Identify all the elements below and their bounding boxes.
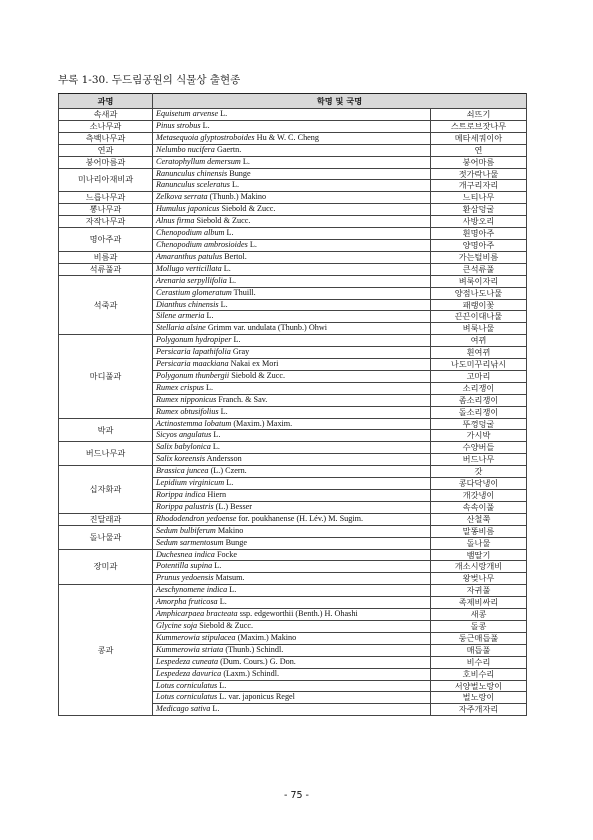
- scientific-genus-species: Ranunculus sceleratus: [156, 180, 230, 190]
- korean-name: 족제비싸리: [431, 597, 527, 609]
- family-name: 미나리아재비과: [59, 168, 153, 192]
- table-row: [59, 585, 527, 597]
- scientific-name: [153, 442, 431, 454]
- korean-name: 콩다닥냉이: [431, 478, 527, 490]
- korean-name: 좀소리쟁이: [431, 394, 527, 406]
- scientific-genus-species: Amorpha fruticosa: [156, 597, 218, 607]
- scientific-name: [153, 251, 431, 263]
- scientific-name: [153, 216, 431, 228]
- korean-name: 양점나도나물: [431, 287, 527, 299]
- korean-name: 느티나무: [431, 192, 527, 204]
- family-name: 느릅나무과: [59, 192, 153, 204]
- korean-name: 흰명아주: [431, 228, 527, 240]
- table-row: [59, 513, 527, 525]
- scientific-name: [153, 513, 431, 525]
- table-row: [59, 418, 527, 430]
- scientific-genus-species: Polygonum hydropiper: [156, 335, 232, 345]
- korean-name: 벼룩이자리: [431, 275, 527, 287]
- korean-name: 수양버들: [431, 442, 527, 454]
- scientific-name: [153, 394, 431, 406]
- family-name: 마디풀과: [59, 335, 153, 418]
- scientific-genus-species: Glycine soja: [156, 620, 198, 630]
- scientific-name: [153, 204, 431, 216]
- family-name: 박과: [59, 418, 153, 442]
- scientific-name: [153, 585, 431, 597]
- scientific-author: Hiern: [207, 490, 227, 499]
- scientific-genus-species: Lepidium virginicum: [156, 478, 225, 488]
- scientific-name: [153, 597, 431, 609]
- scientific-genus-species: Alnus firma: [156, 216, 195, 226]
- korean-name: 매듭풀: [431, 644, 527, 656]
- scientific-genus-species: Chenopodium ambrosioides: [156, 239, 248, 249]
- scientific-genus-species: Metasequoia glyptostroboides: [156, 132, 255, 142]
- scientific-author: L.: [219, 597, 227, 607]
- scientific-author: L.: [202, 120, 210, 130]
- scientific-name: [153, 323, 431, 335]
- scientific-author: Makino: [217, 525, 244, 535]
- scientific-name: [153, 418, 431, 430]
- scientific-author: for. poukhanense (H. Lév.) M. Sugim.: [238, 513, 364, 523]
- scientific-name: [153, 454, 431, 466]
- korean-name: 속속이풀: [431, 501, 527, 513]
- scientific-author: L.: [206, 382, 214, 392]
- korean-name: 가는털비름: [431, 251, 527, 263]
- table-row: [59, 168, 527, 180]
- korean-name: 새콩: [431, 609, 527, 621]
- scientific-name: [153, 132, 431, 144]
- scientific-author: L.: [220, 406, 228, 416]
- table-row: [59, 144, 527, 156]
- korean-name: 벼룩나물: [431, 323, 527, 335]
- scientific-name: [153, 287, 431, 299]
- scientific-name: [153, 275, 431, 287]
- scientific-author: L.: [212, 704, 220, 714]
- korean-name: 자주개자리: [431, 704, 527, 716]
- scientific-genus-species: Persicaria maackiana: [156, 359, 229, 369]
- header-name: 학명 및 국명: [153, 94, 527, 109]
- header-family: 과명: [59, 94, 153, 109]
- scientific-name: [153, 501, 431, 513]
- table-row: [59, 132, 527, 144]
- scientific-name: [153, 311, 431, 323]
- scientific-author: Gray: [232, 347, 250, 357]
- table-row: [59, 251, 527, 263]
- korean-name: 고마리: [431, 370, 527, 382]
- korean-name: 자귀풀: [431, 585, 527, 597]
- scientific-author: L.: [233, 335, 241, 345]
- korean-name: 쇠뜨기: [431, 109, 527, 121]
- scientific-genus-species: Aeschynomene indica: [156, 585, 228, 595]
- page-number: - 75 -: [284, 790, 309, 801]
- family-name: 콩과: [59, 585, 153, 716]
- scientific-author: Siebold & Zucc.: [196, 216, 251, 226]
- korean-name: 돌나물: [431, 537, 527, 549]
- korean-name: 서양벌노랑이: [431, 680, 527, 692]
- scientific-genus-species: Lotus corniculatus: [156, 692, 218, 702]
- scientific-author: L.: [212, 442, 220, 452]
- scientific-genus-species: Arenaria serpyllifolia: [156, 275, 227, 285]
- scientific-genus-species: Amphicarpaea bracteata: [156, 609, 238, 619]
- scientific-author: L.: [220, 299, 228, 309]
- korean-name: 끈끈이대나물: [431, 311, 527, 323]
- family-name: 버드나무과: [59, 442, 153, 466]
- scientific-author: (Thunb.) Makino: [209, 192, 267, 202]
- scientific-genus-species: Amaranthus patulus: [156, 251, 223, 261]
- scientific-name: [153, 168, 431, 180]
- family-name: 십자화과: [59, 466, 153, 514]
- scientific-author: L.: [213, 430, 221, 440]
- scientific-genus-species: Lespedeza davurica: [156, 668, 222, 678]
- table-row: [59, 120, 527, 132]
- scientific-author: L.: [242, 156, 250, 166]
- scientific-genus-species: Kummerowia striata: [156, 644, 224, 654]
- scientific-name: [153, 692, 431, 704]
- scientific-genus-species: Polygonum thunbergii: [156, 370, 230, 380]
- family-name: 붕어마름과: [59, 156, 153, 168]
- scientific-name: [153, 668, 431, 680]
- scientific-name: [153, 299, 431, 311]
- table-caption: 부록 1-30. 두드림공원의 식물상 출현종: [58, 74, 241, 86]
- family-name: 측백나무과: [59, 132, 153, 144]
- korean-name: 큰석류풀: [431, 263, 527, 275]
- scientific-author: Thuill.: [233, 287, 256, 297]
- family-name: 진달래과: [59, 513, 153, 525]
- scientific-name: [153, 370, 431, 382]
- korean-name: 돌콩: [431, 620, 527, 632]
- scientific-genus-species: Rumex nipponicus: [156, 394, 217, 404]
- korean-name: 개갓냉이: [431, 490, 527, 502]
- scientific-genus-species: Pinus strobus: [156, 120, 201, 130]
- table-row: [59, 525, 527, 537]
- scientific-author: Bunge: [225, 537, 247, 547]
- scientific-genus-species: Mollugo verticillata: [156, 263, 222, 273]
- scientific-author: Bertol.: [224, 251, 247, 261]
- table-header-row: [59, 94, 527, 109]
- scientific-name: [153, 120, 431, 132]
- table-row: [59, 156, 527, 168]
- family-name: 연과: [59, 144, 153, 156]
- family-name: 속새과: [59, 109, 153, 121]
- scientific-author: L.: [231, 180, 240, 190]
- korean-name: 젓가락나물: [431, 168, 527, 180]
- scientific-name: [153, 466, 431, 478]
- scientific-author: (Maxim.) Makino: [237, 632, 297, 642]
- scientific-genus-species: Dianthus chinensis: [156, 299, 219, 309]
- korean-name: 비수리: [431, 656, 527, 668]
- scientific-genus-species: Persicaria lapathifolia: [156, 347, 231, 357]
- korean-name: 양명아주: [431, 239, 527, 251]
- scientific-author: L. var. japonicus Regel: [219, 692, 295, 702]
- scientific-genus-species: Rumex crispus: [156, 382, 204, 392]
- scientific-genus-species: Actinostemma lobatum: [156, 418, 232, 428]
- scientific-author: (Laxm.) Schindl.: [223, 668, 280, 678]
- scientific-name: [153, 537, 431, 549]
- scientific-name: [153, 156, 431, 168]
- korean-name: 연: [431, 144, 527, 156]
- table-row: [59, 228, 527, 240]
- scientific-author: Andersson: [206, 454, 242, 464]
- scientific-name: [153, 632, 431, 644]
- family-name: 석죽과: [59, 275, 153, 335]
- scientific-name: [153, 656, 431, 668]
- scientific-genus-species: Brassica juncea: [156, 466, 209, 476]
- scientific-author: L.: [219, 680, 227, 690]
- korean-name: 패랭이꽃: [431, 299, 527, 311]
- scientific-name: [153, 335, 431, 347]
- korean-name: 개소시랑개비: [431, 561, 527, 573]
- family-name: 돌나물과: [59, 525, 153, 549]
- scientific-author: Siebold & Zucc.: [231, 370, 286, 380]
- family-name: 석류풀과: [59, 263, 153, 275]
- scientific-name: [153, 609, 431, 621]
- scientific-author: Grimm var. undulata (Thunb.) Ohwi: [207, 323, 328, 333]
- scientific-author: ssp. edgeworthii (Benth.) H. Ohashi: [239, 609, 358, 619]
- scientific-author: Focke: [216, 549, 237, 559]
- scientific-name: [153, 680, 431, 692]
- korean-name: 뚜껑덩굴: [431, 418, 527, 430]
- scientific-genus-species: Rorippa indica: [156, 490, 206, 499]
- scientific-genus-species: Salix koreensis: [156, 454, 206, 464]
- korean-name: 사방오리: [431, 216, 527, 228]
- scientific-genus-species: Lespedeza cuneata: [156, 656, 219, 666]
- scientific-genus-species: Silene armeria: [156, 311, 205, 321]
- scientific-author: (Maxim.) Maxim.: [233, 418, 293, 428]
- scientific-genus-species: Chenopodium album: [156, 228, 225, 238]
- scientific-name: [153, 644, 431, 656]
- scientific-name: [153, 620, 431, 632]
- scientific-genus-species: Kummerowia stipulacea: [156, 632, 236, 642]
- scientific-name: [153, 180, 431, 192]
- korean-name: 벌노랑이: [431, 692, 527, 704]
- scientific-author: (Dum. Cours.) G. Don.: [220, 656, 296, 666]
- table-row: [59, 263, 527, 275]
- scientific-name: [153, 573, 431, 585]
- scientific-author: (Thunb.) Schindl.: [225, 644, 284, 654]
- scientific-genus-species: Zelkova serrata: [156, 192, 208, 202]
- scientific-genus-species: Ranunculus chinensis: [156, 168, 228, 178]
- korean-name: 버드나무: [431, 454, 527, 466]
- korean-name: 개구리자리: [431, 180, 527, 192]
- korean-name: 말똥비름: [431, 525, 527, 537]
- species-table: [58, 93, 527, 716]
- scientific-genus-species: Stellaria alsine: [156, 323, 206, 333]
- scientific-name: [153, 109, 431, 121]
- scientific-author: Matsum.: [215, 573, 245, 583]
- scientific-author: Hu & W. C. Cheng: [256, 132, 319, 142]
- korean-name: 가시박: [431, 430, 527, 442]
- family-name: 자작나무과: [59, 216, 153, 228]
- scientific-genus-species: Nelumbo nucifera: [156, 144, 215, 154]
- scientific-name: [153, 359, 431, 371]
- scientific-genus-species: Ceratophyllum demersum: [156, 156, 241, 166]
- scientific-author: L.: [223, 263, 231, 273]
- scientific-name: [153, 490, 431, 502]
- scientific-genus-species: Salix babylonica: [156, 442, 211, 452]
- table-row: [59, 204, 527, 216]
- scientific-name: [153, 430, 431, 442]
- scientific-name: [153, 525, 431, 537]
- scientific-name: [153, 192, 431, 204]
- table-row: [59, 466, 527, 478]
- table-row: [59, 192, 527, 204]
- table-row: [59, 549, 527, 561]
- scientific-name: [153, 406, 431, 418]
- korean-name: 메타세쿼이아: [431, 132, 527, 144]
- scientific-genus-species: Cerastium glomeratum: [156, 287, 232, 297]
- korean-name: 환삼덩굴: [431, 204, 527, 216]
- scientific-genus-species: Lotus corniculatus: [156, 680, 218, 690]
- scientific-genus-species: Medicago sativa: [156, 704, 211, 714]
- korean-name: 호비수리: [431, 668, 527, 680]
- scientific-name: [153, 478, 431, 490]
- korean-name: 흰여뀌: [431, 347, 527, 359]
- scientific-author: L.: [206, 311, 214, 321]
- scientific-author: L.: [214, 561, 222, 571]
- family-name: 소나무과: [59, 120, 153, 132]
- korean-name: 왕벚나무: [431, 573, 527, 585]
- scientific-name: [153, 704, 431, 716]
- scientific-author: L.: [249, 239, 257, 249]
- scientific-name: [153, 561, 431, 573]
- scientific-name: [153, 347, 431, 359]
- scientific-genus-species: Rhododendron yedoense: [156, 513, 237, 523]
- korean-name: 소리쟁이: [431, 382, 527, 394]
- korean-name: 붕어마름: [431, 156, 527, 168]
- scientific-genus-species: Potentilla supina: [156, 561, 213, 571]
- table-row: [59, 275, 527, 287]
- scientific-author: Siebold & Zucc.: [199, 620, 254, 630]
- scientific-genus-species: Sedum sarmentosum: [156, 537, 224, 547]
- scientific-author: Siebold & Zucc.: [221, 204, 276, 214]
- korean-name: 스트로브잣나무: [431, 120, 527, 132]
- scientific-author: L.: [220, 109, 228, 118]
- family-name: 비름과: [59, 251, 153, 263]
- scientific-author: (L.) Czern.: [210, 466, 247, 476]
- scientific-author: Bunge: [229, 168, 251, 178]
- scientific-name: [153, 382, 431, 394]
- scientific-author: Nakai ex Mori: [230, 359, 279, 369]
- family-name: 뽕나무과: [59, 204, 153, 216]
- scientific-genus-species: Duchesnea indica: [156, 549, 215, 559]
- scientific-name: [153, 549, 431, 561]
- scientific-name: [153, 144, 431, 156]
- scientific-name: [153, 228, 431, 240]
- scientific-name: [153, 239, 431, 251]
- korean-name: 산철쭉: [431, 513, 527, 525]
- korean-name: 돌소리쟁이: [431, 406, 527, 418]
- scientific-genus-species: Rorippa palustris: [156, 501, 214, 511]
- scientific-genus-species: Sicyos angulatus: [156, 430, 212, 440]
- scientific-author: L.: [226, 228, 234, 238]
- scientific-genus-species: Sedum bulbiferum: [156, 525, 216, 535]
- scientific-genus-species: Equisetum arvense: [156, 109, 219, 118]
- scientific-author: L.: [229, 585, 237, 595]
- table-row: [59, 216, 527, 228]
- table-row: [59, 335, 527, 347]
- korean-name: 여뀌: [431, 335, 527, 347]
- scientific-genus-species: Prunus yedoensis: [156, 573, 214, 583]
- family-name: 명아주과: [59, 228, 153, 252]
- scientific-author: (L.) Besser: [215, 501, 252, 511]
- scientific-genus-species: Rumex obtusifolius: [156, 406, 219, 416]
- korean-name: 갓: [431, 466, 527, 478]
- scientific-author: L.: [226, 478, 234, 488]
- korean-name: 나도미꾸리낚시: [431, 359, 527, 371]
- scientific-genus-species: Humulus japonicus: [156, 204, 220, 214]
- scientific-author: Franch. & Sav.: [218, 394, 268, 404]
- scientific-name: [153, 263, 431, 275]
- table-row: [59, 109, 527, 121]
- family-name: 장미과: [59, 549, 153, 585]
- scientific-author: Gaertn.: [216, 144, 242, 154]
- table-row: [59, 442, 527, 454]
- korean-name: 뱀딸기: [431, 549, 527, 561]
- korean-name: 둥근매듭풀: [431, 632, 527, 644]
- scientific-author: L.: [228, 275, 236, 285]
